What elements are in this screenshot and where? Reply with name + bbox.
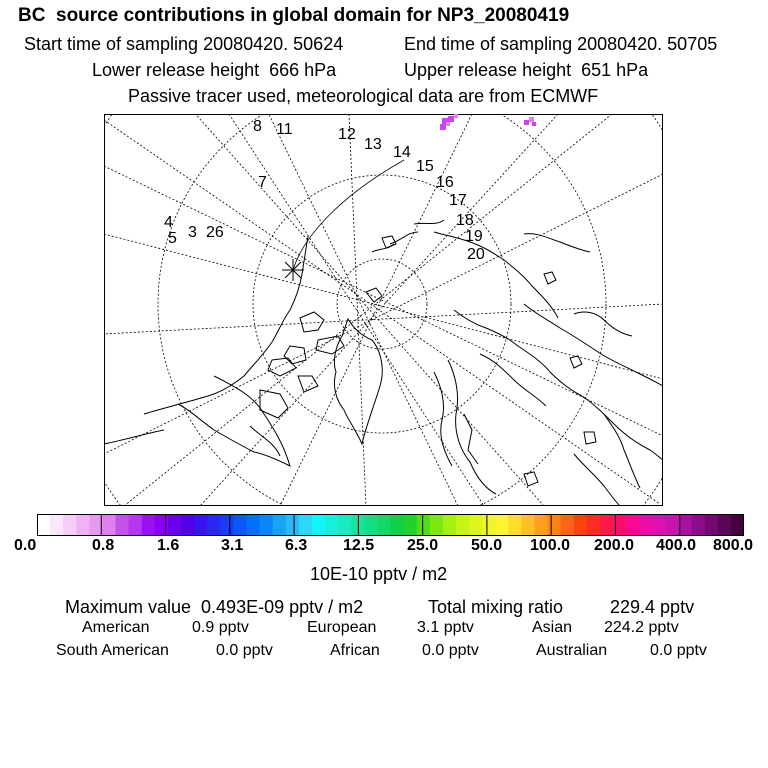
colorbar-tick-label: 0.0 <box>14 537 37 554</box>
colorbar-cell <box>548 514 562 536</box>
colorbar-cell <box>286 514 300 536</box>
lower-height-text: Lower release height 666 hPa <box>92 60 337 80</box>
colorbar-cell <box>155 514 169 536</box>
colorbar-tick-label: 50.0 <box>471 537 503 554</box>
colorbar-cell <box>312 514 326 536</box>
colorbar-cell <box>692 514 706 536</box>
trajectory-label: 8 <box>253 118 262 135</box>
australian-label: Australian <box>536 642 608 659</box>
colorbar-tick-label: 6.3 <box>285 537 308 554</box>
colorbar-cell <box>168 514 182 536</box>
map-frame <box>105 115 663 506</box>
trajectory-label: 4 <box>164 214 173 231</box>
colorbar-tick-label: 25.0 <box>407 537 439 554</box>
trajectory-label: 14 <box>393 144 411 161</box>
trajectory-label: 3 <box>188 224 197 241</box>
colorbar-cell <box>299 514 313 536</box>
colorbar-cell <box>639 514 653 536</box>
colorbar-cell <box>102 514 116 536</box>
colorbar-cell <box>443 514 457 536</box>
polar-map <box>104 114 663 506</box>
colorbar-cell <box>338 514 352 536</box>
trajectory-label: 19 <box>465 228 483 245</box>
colorbar-cell <box>404 514 418 536</box>
african-label: African <box>330 642 380 659</box>
african-value: 0.0 pptv <box>422 642 479 659</box>
asian-value: 224.2 pptv <box>604 619 679 636</box>
colorbar-tick-label: 200.0 <box>594 537 635 554</box>
colorbar-cell <box>430 514 444 536</box>
american-value: 0.9 pptv <box>192 619 249 636</box>
colorbar-cell <box>233 514 247 536</box>
colorbar-tick-label: 12.5 <box>343 537 375 554</box>
plot-title: BC source contributions in global domain for NP3_20080419 <box>18 5 570 26</box>
european-label: European <box>307 619 377 636</box>
colorbar-tick-label: 800.0 <box>713 537 754 554</box>
total-mixing-value: 229.4 pptv <box>610 597 695 617</box>
trajectory-label: 12 <box>338 126 356 143</box>
trajectory-label: 17 <box>449 192 467 209</box>
colorbar-cell <box>417 514 431 536</box>
colorbar-cell <box>652 514 666 536</box>
australian-value: 0.0 pptv <box>650 642 707 659</box>
colorbar-tick-label: 3.1 <box>221 537 244 554</box>
asian-label: Asian <box>532 619 573 636</box>
colorbar-cell <box>665 514 679 536</box>
colorbar-cell <box>377 514 391 536</box>
colorbar-cell <box>181 514 195 536</box>
trajectory-label: 18 <box>456 212 474 229</box>
colorbar-cell <box>561 514 575 536</box>
colorbar-cell <box>194 514 208 536</box>
colorbar-units: 10E-10 pptv / m2 <box>310 564 448 584</box>
colorbar-cell <box>600 514 614 536</box>
colorbar-cell <box>718 514 732 536</box>
colorbar-tick-label: 0.8 <box>92 537 115 554</box>
trajectory-label: 11 <box>276 121 293 138</box>
colorbar-tick-label: 400.0 <box>656 537 697 554</box>
max-value-text: Maximum value 0.493E-09 pptv / m2 <box>65 597 364 617</box>
colorbar-cell <box>456 514 470 536</box>
upper-height-text: Upper release height 651 hPa <box>404 60 649 80</box>
colorbar-cell <box>587 514 601 536</box>
colorbar-cell <box>521 514 535 536</box>
trajectory-label: 7 <box>258 174 267 191</box>
colorbar-cell <box>364 514 378 536</box>
colorbar <box>37 514 744 536</box>
colorbar-cell <box>626 514 640 536</box>
colorbar-cell <box>391 514 405 536</box>
colorbar-cell <box>325 514 339 536</box>
colorbar-cell <box>482 514 496 536</box>
colorbar-cell <box>574 514 588 536</box>
colorbar-cell <box>495 514 509 536</box>
colorbar-cell <box>116 514 130 536</box>
american-label: American <box>82 619 150 636</box>
colorbar-cell <box>63 514 77 536</box>
trajectory-label: 13 <box>364 136 382 153</box>
colorbar-tick-label: 1.6 <box>157 537 180 554</box>
colorbar-cell <box>535 514 549 536</box>
total-mixing-label: Total mixing ratio <box>428 597 564 617</box>
trajectory-label: 16 <box>436 174 454 191</box>
trajectory-label: 20 <box>467 246 485 263</box>
colorbar-cell <box>76 514 90 536</box>
end-time-text: End time of sampling 20080420. 50705 <box>404 34 718 54</box>
colorbar-cell <box>508 514 522 536</box>
colorbar-cell <box>260 514 274 536</box>
european-value: 3.1 pptv <box>417 619 474 636</box>
colorbar-cell <box>705 514 719 536</box>
tracer-note-text: Passive tracer used, meteorological data are from ECMWF <box>128 86 599 106</box>
trajectory-label: 5 <box>168 230 177 247</box>
colorbar-cells <box>37 514 744 536</box>
south-american-label: South American <box>56 642 169 659</box>
trajectory-label: 26 <box>206 224 224 241</box>
colorbar-cell <box>246 514 260 536</box>
colorbar-cell <box>273 514 287 536</box>
start-time-text: Start time of sampling 20080420. 50624 <box>24 34 344 54</box>
colorbar-cell <box>207 514 221 536</box>
colorbar-cell <box>37 514 51 536</box>
colorbar-tick-label: 100.0 <box>530 537 571 554</box>
colorbar-cell <box>220 514 234 536</box>
colorbar-cell <box>679 514 693 536</box>
colorbar-cell <box>731 514 744 536</box>
south-american-value: 0.0 pptv <box>216 642 273 659</box>
colorbar-cell <box>142 514 156 536</box>
trajectory-label: 15 <box>416 158 434 175</box>
colorbar-cell <box>129 514 143 536</box>
colorbar-cell <box>469 514 483 536</box>
colorbar-cell <box>50 514 64 536</box>
